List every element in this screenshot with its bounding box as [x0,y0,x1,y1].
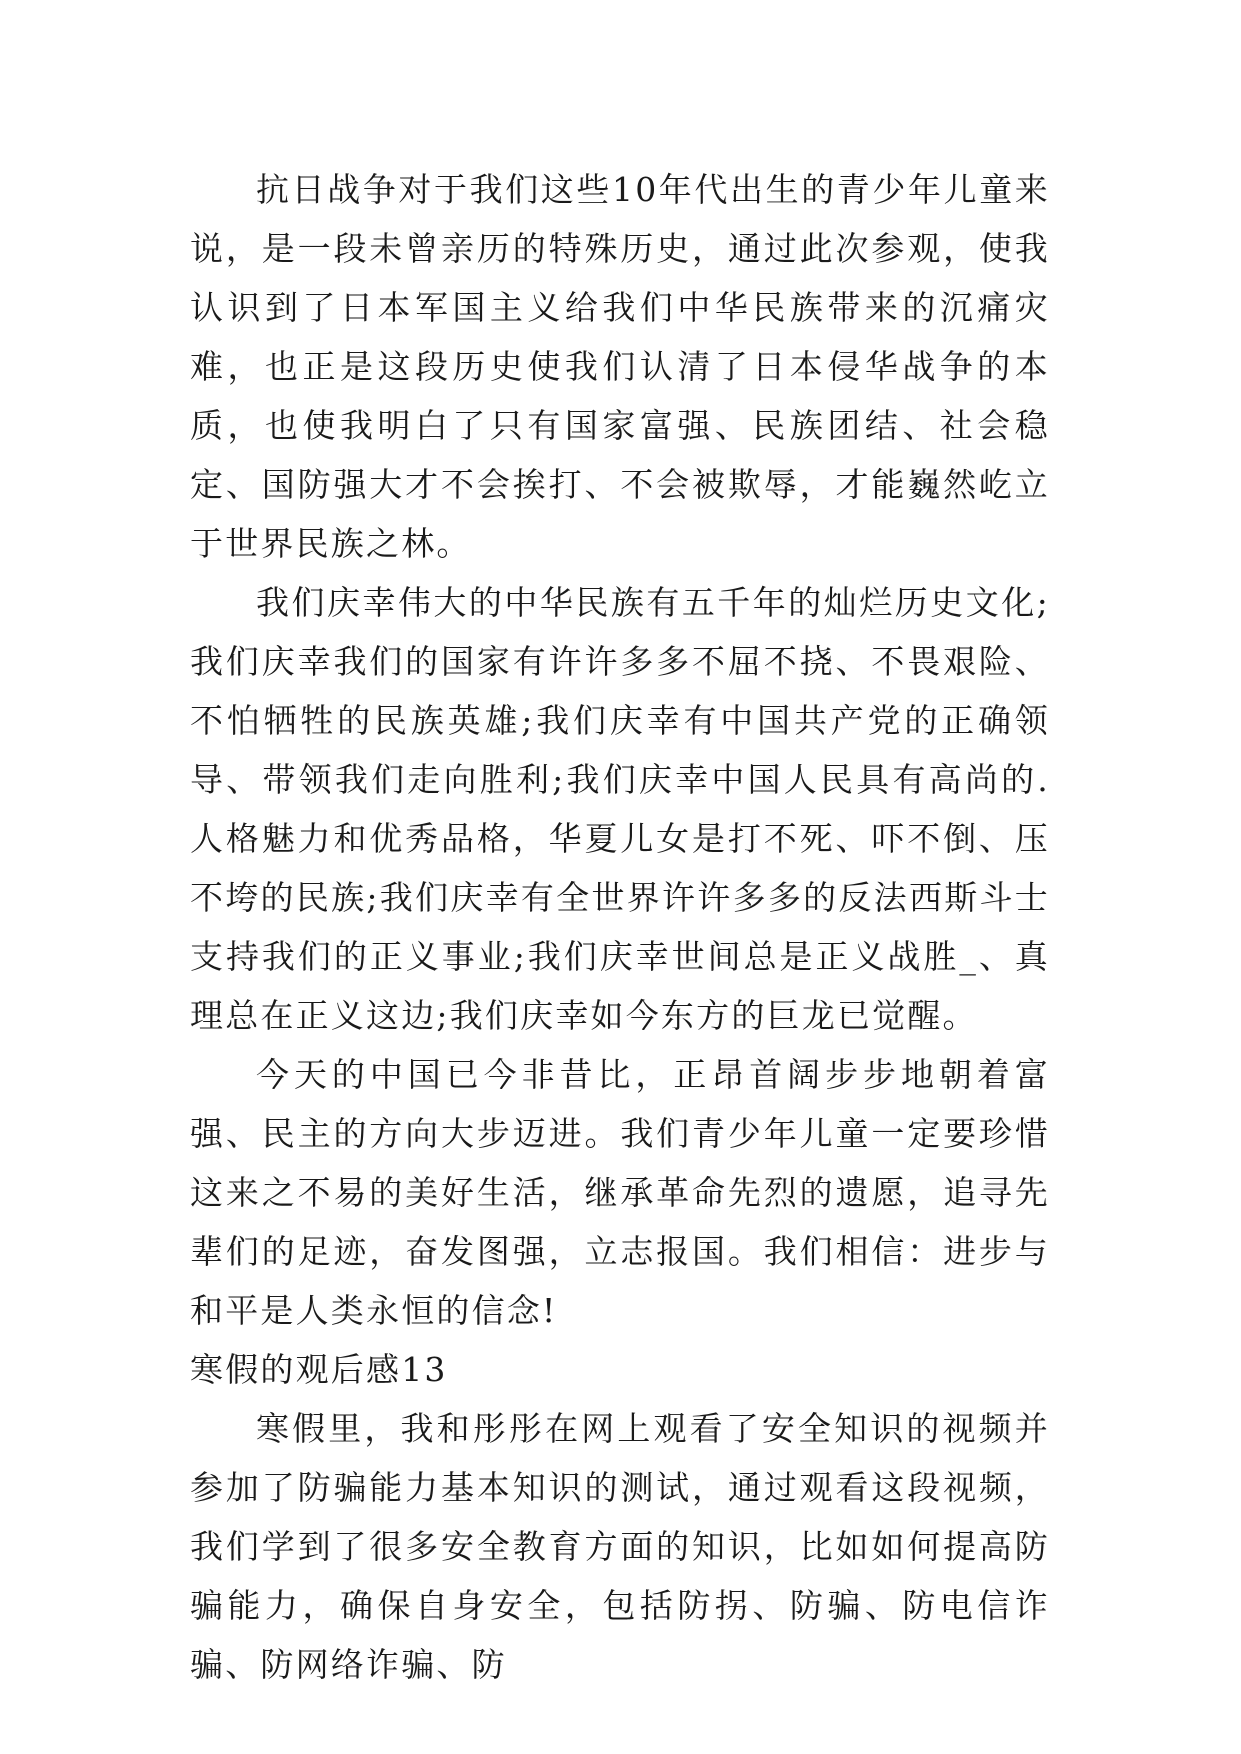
paragraph-we-are-fortunate: 我们庆幸伟大的中华民族有五千年的灿烂历史文化;我们庆幸我们的国家有许许多多不屈不挠、不畏艰险、不怕牺牲的民族英雄;我们庆幸有中国共产党的正确领导、带领我们走向胜利;我们庆幸中国人民具有高尚的.人格魅力和优秀品格，华夏儿女是打不死、吓不倒、压不垮的民族;我们庆幸有全世界许许多多的反法西斯斗士支持我们的正义事业;我们庆幸世间总是正义战胜_、真理总在正义这边;我们庆幸如今东方的巨龙已觉醒。 [190,583,1050,1035]
document-body [190,160,1050,1694]
paragraph-winter-break: 寒假里，我和彤彤在网上观看了安全知识的视频并参加了防骗能力基本知识的测试，通过观看这段视频，我们学到了很多安全教育方面的知识，比如如何提高防骗能力，确保自身安全，包括防拐、防骗、防电信诈骗、防网络诈骗、防 [190,1409,1050,1684]
section-heading: 寒假的观后感13 [190,1350,448,1389]
paragraph-war-history: 抗日战争对于我们这些10年代出生的青少年儿童来说，是一段未曾亲历的特殊历史，通过此次参观，使我认识到了日本军国主义给我们中华民族带来的沉痛灾难，也正是这段历史使我们认清了日本侵华战争的本质，也使我明白了只有国家富强、民族团结、社会稳定、国防强大才不会挨打、不会被欺辱，才能巍然屹立于世界民族之林。 [190,170,1050,563]
paragraph-todays-china: 今天的中国已今非昔比，正昂首阔步步地朝着富强、民主的方向大步迈进。我们青少年儿童一定要珍惜这来之不易的美好生活，继承革命先烈的遗愿，追寻先辈们的足迹，奋发图强，立志报国。我们相信：进步与和平是人类永恒的信念! [190,1055,1050,1330]
